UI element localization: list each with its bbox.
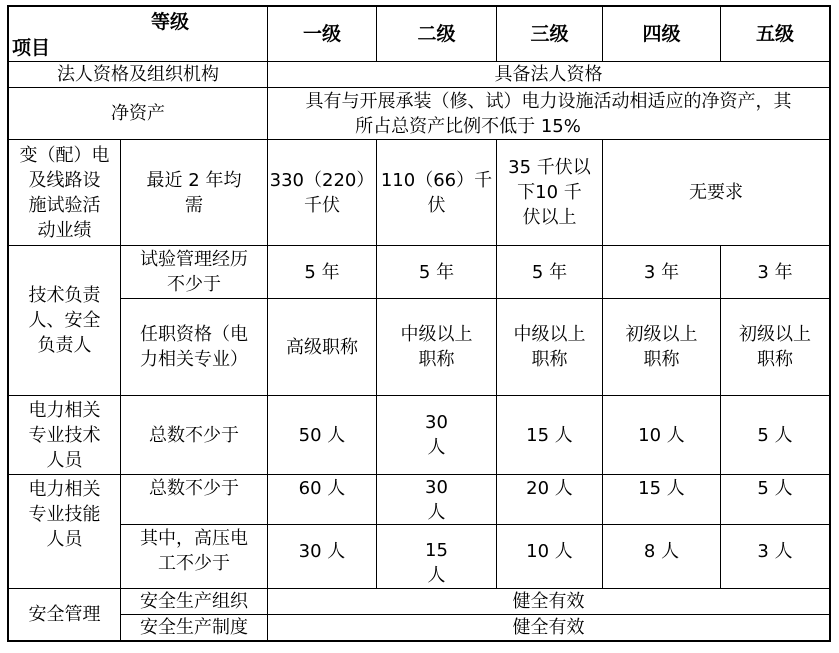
level-2-header: 二级 <box>417 22 456 45</box>
skill-staff-total-label: 总数不少于 <box>149 477 239 499</box>
tech-lead-experience-level-2: 5 年 <box>418 261 455 283</box>
skill-staff-total-level-3: 20 人 <box>526 477 573 499</box>
corner-level-label: 等级 <box>150 10 189 33</box>
tech-lead-experience-level-1: 5 年 <box>304 261 340 283</box>
level-3-header: 三级 <box>530 22 569 45</box>
tech-staff-label: 电力相关 专业技术 人员 <box>28 399 101 471</box>
legal-qualification-value: 具备法人资格 <box>494 64 603 85</box>
safety-system-label: 安全生产制度 <box>140 617 248 638</box>
safety-organization-label: 安全生产组织 <box>140 591 248 612</box>
skill-staff-total-level-1: 60 人 <box>298 477 346 499</box>
tech-lead-experience-level-5: 3 年 <box>757 261 793 283</box>
tech-staff-level-3: 15 人 <box>526 424 573 446</box>
corner-item-label: 项目 <box>12 36 51 59</box>
border-bottom <box>7 640 831 642</box>
performance-level-2: 110（66）千 伏 <box>380 169 493 216</box>
safety-organization-value: 健全有效 <box>512 591 585 612</box>
hv-electrician-level-4: 8 人 <box>643 540 680 562</box>
hv-electrician-label: 其中，高压电 工不少于 <box>140 528 248 574</box>
tech-staff-level-5: 5 人 <box>757 424 793 446</box>
legal-qualification-label: 法人资格及组织机构 <box>57 64 219 85</box>
skill-staff-total-level-4: 15 人 <box>638 477 685 499</box>
net-assets-line-1: 具有与开展承装（修、试）电力设施活动相适应的净资产，其 <box>305 90 792 112</box>
tech-lead-label: 技术负责 人、安全 负责人 <box>28 285 101 356</box>
hv-electrician-level-2: 15 人 <box>425 540 448 586</box>
level-5-header: 五级 <box>755 22 794 45</box>
skill-staff-label: 电力相关 专业技能 人员 <box>28 479 101 550</box>
tech-lead-qualification-level-1: 高级职称 <box>286 336 358 358</box>
tech-lead-qualification-level-3: 中级以上 职称 <box>513 324 586 370</box>
border-right <box>829 5 831 642</box>
tech-staff-level-4: 10 人 <box>638 424 685 446</box>
performance-sub-label: 最近 2 年均 需 <box>146 169 242 216</box>
tech-staff-level-2: 30 人 <box>425 412 448 458</box>
performance-level-1: 330（220） 千伏 <box>269 169 375 216</box>
safety-management-label: 安全管理 <box>28 604 101 625</box>
hv-electrician-level-1: 30 人 <box>298 540 346 562</box>
hv-electrician-level-3: 10 人 <box>526 540 573 562</box>
performance-label: 变（配）电 及线路设 施试验活 动业绩 <box>19 144 110 241</box>
tech-lead-qualification-label: 任职资格（电 力相关专业） <box>140 324 248 370</box>
tech-lead-experience-level-3: 5 年 <box>531 261 568 283</box>
net-assets-label: 净资产 <box>111 103 165 124</box>
skill-staff-total-level-2: 30 人 <box>425 476 448 523</box>
safety-system-value: 健全有效 <box>512 617 585 638</box>
tech-lead-qualification-level-2: 中级以上 职称 <box>400 324 473 370</box>
hv-electrician-level-5: 3 人 <box>757 540 793 562</box>
tech-lead-qualification-level-4: 初级以上 职称 <box>625 324 698 370</box>
tech-staff-total-label: 总数不少于 <box>149 424 239 446</box>
tech-lead-qualification-level-5: 初级以上 职称 <box>739 324 811 370</box>
tech-staff-level-1: 50 人 <box>298 424 346 446</box>
skill-staff-total-level-5: 5 人 <box>757 477 793 499</box>
performance-level-3: 35 千伏以 下10 千 伏以上 <box>508 157 591 228</box>
level-1-header: 一级 <box>302 22 341 45</box>
tech-lead-experience-label: 试验管理经历 不少于 <box>140 249 248 295</box>
tech-lead-experience-level-4: 3 年 <box>643 261 680 283</box>
level-4-header: 四级 <box>642 22 681 45</box>
net-assets-line-2: 所占总资产比例不低于 15% <box>355 115 581 137</box>
performance-level-4-5: 无要求 <box>689 182 743 203</box>
